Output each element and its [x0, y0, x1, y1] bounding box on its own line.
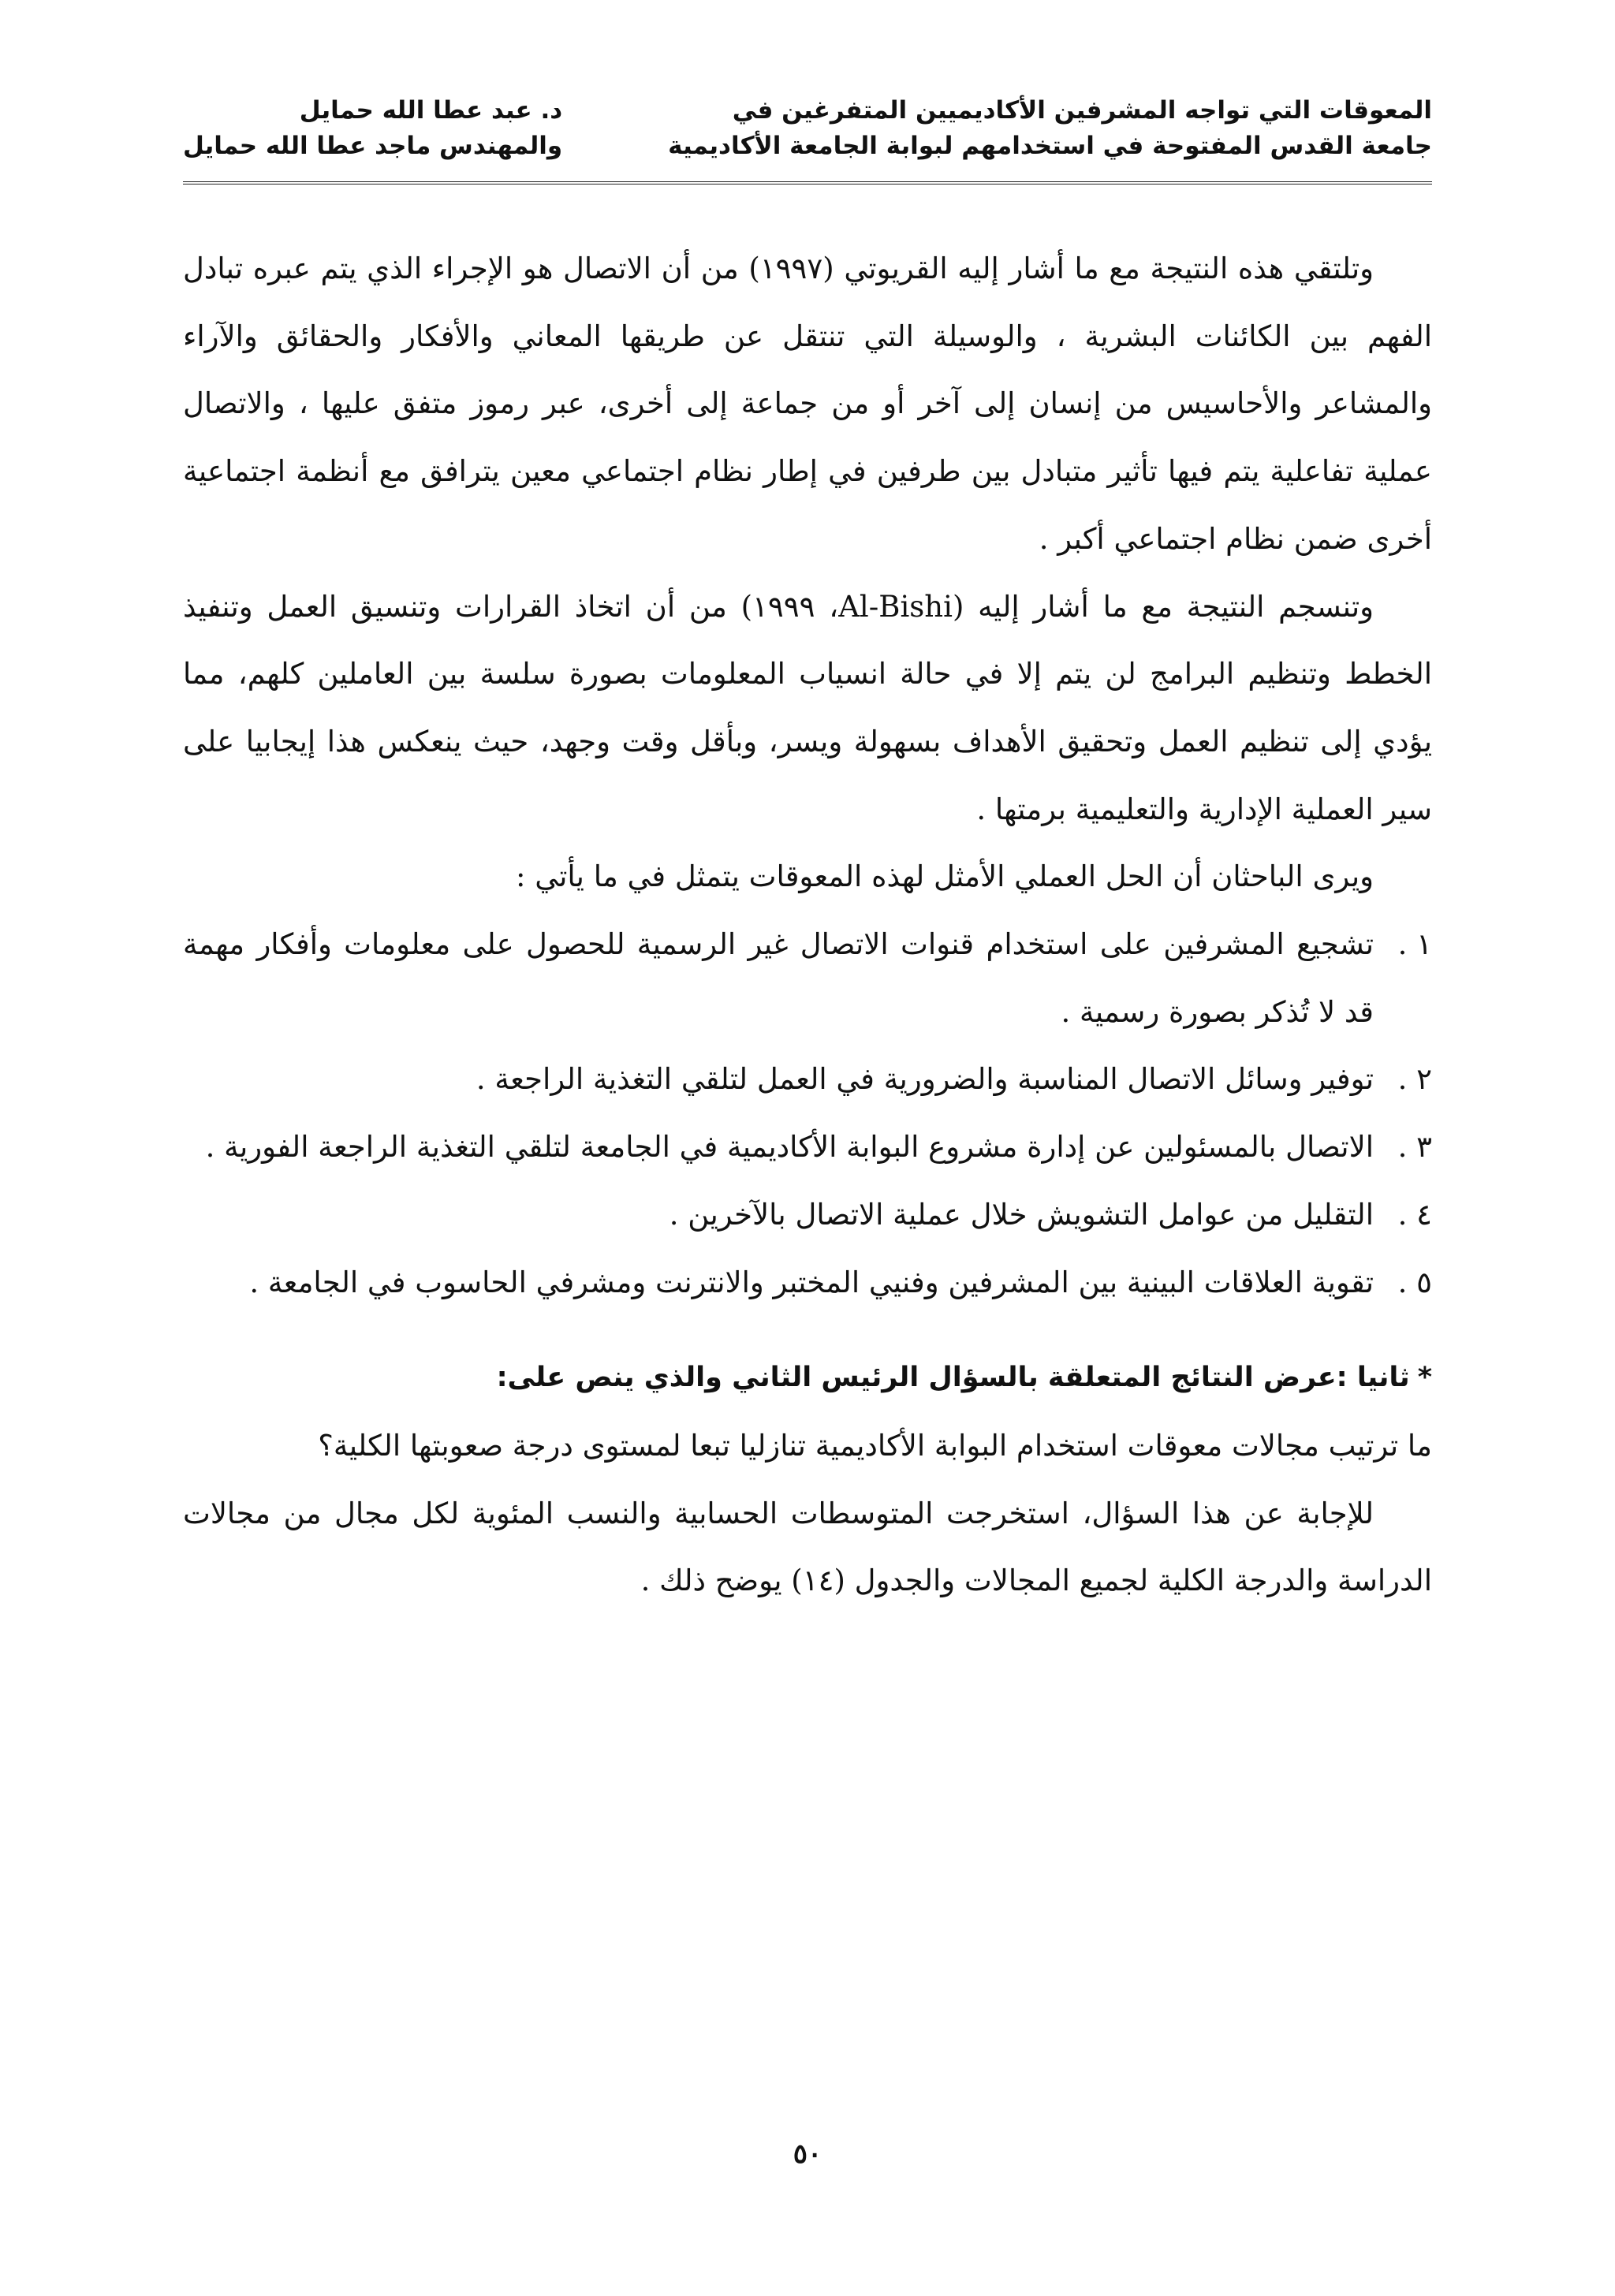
paragraph-solution-intro: ويرى الباحثان أن الحل العملي الأمثل لهذه المعوقات يتمثل في ما يأتي : — [516, 859, 1374, 894]
list-item-number: ١ . — [1397, 927, 1432, 962]
list-item-text: الاتصال بالمسئولين عن إدارة مشروع البوابة الأكاديمية في الجامعة لتلقي التغذية الراجعة الفورية . — [205, 1130, 1374, 1165]
list-item — [183, 1046, 1432, 1113]
list-item — [183, 1249, 1432, 1317]
section-heading — [183, 1344, 1432, 1412]
paragraph-al-bishi: وتنسجم النتيجة مع ما أشار إليه (Al-Bishi، ١٩٩٩) من أن اتخاذ القرارات وتنسيق العمل وتنفيذ الخطط وتنظيم البرامج لن يتم إلا في حالة انسياب المعلومات بصورة سلسة بين العاملين كلهم، مما يؤدي إلى تنظيم العمل وتحقيق الأهداف بسهولة ويسر، وبأقل وقت وجهد، حيث ينعكس هذا إيجابيا على سير العملية الإدارية والتعليمية برمتها . — [183, 589, 1432, 826]
answer-paragraph: للإجابة عن هذا السؤال، استخرجت المتوسطات الحسابية والنسب المئوية لكل مجال من مجالات الدراسة والدرجة الكلية لجميع المجالات والجدول (١٤) يوضح ذلك . — [183, 1496, 1432, 1598]
list-item-number: ٢ . — [1397, 1062, 1432, 1097]
research-question: ما ترتيب مجالات معوقات استخدام البوابة الأكاديمية تنازليا تبعا لمستوى درجة صعوبتها الكلية؟ — [318, 1428, 1432, 1463]
running-title-line-2: جامعة القدس المفتوحة في استخدامهم لبوابة الجامعة الأكاديمية — [668, 132, 1432, 160]
author-line-1: د. عبد عطا الله حمايل — [299, 96, 563, 125]
asterisk-bullet-icon: * — [1417, 1362, 1432, 1394]
page-header — [183, 93, 1432, 178]
author-line-2: والمهندس ماجد عطا الله حمايل — [183, 132, 563, 160]
list-item-text: تقوية العلاقات البينية بين المشرفين وفنيي المختبر والانترنت ومشرفي الحاسوب في الجامعة . — [249, 1265, 1374, 1299]
section-heading-text: ثانيا :عرض النتائج المتعلقة بالسؤال الرئيس الثاني والذي ينص على: — [496, 1362, 1410, 1394]
list-item — [183, 1113, 1432, 1181]
list-item-number: ٤ . — [1397, 1197, 1432, 1232]
page-number: ٥٠ — [793, 2138, 822, 2170]
list-item — [183, 911, 1432, 1046]
list-item-text: توفير وسائل الاتصال المناسبة والضرورية في العمل لتلقي التغذية الراجعة . — [476, 1062, 1374, 1097]
list-item-text: التقليل من عوامل التشويش خلال عملية الاتصال بالآخرين . — [669, 1197, 1374, 1232]
list-item-number: ٣ . — [1397, 1130, 1432, 1165]
paragraph-communication: وتلتقي هذه النتيجة مع ما أشار إليه القريوتي (١٩٩٧) من أن الاتصال هو الإجراء الذي يتم عبره تبادل الفهم بين الكائنات البشرية ، والوسيلة التي تنتقل عن طريقها المعاني والأفكار والحقائق والآراء والمشاعر والأحاسيس من إنسان إلى آخر أو من جماعة إلى أخرى، عبر رموز متفق عليها ، والاتصال عملية تفاعلية يتم فيها تأثير متبادل بين طرفين في إطار نظام اجتماعي معين يترافق مع أنظمة اجتماعية أخرى ضمن نظام اجتماعي أكبر . — [183, 252, 1432, 556]
page-body — [183, 235, 1432, 1615]
running-authors — [183, 93, 562, 164]
header-divider — [183, 181, 1432, 184]
list-item-number: ٥ . — [1397, 1265, 1432, 1299]
running-title-line-1: المعوقات التي تواجه المشرفين الأكاديميين المتفرغين في — [732, 96, 1432, 125]
running-title — [668, 93, 1432, 164]
list-item — [183, 1181, 1432, 1249]
list-item-text: تشجيع المشرفين على استخدام قنوات الاتصال غير الرسمية للحصول على معلومات وأفكار مهمة قد لا تُذكر بصورة رسمية . — [183, 927, 1374, 1029]
solutions-list — [183, 911, 1432, 1316]
